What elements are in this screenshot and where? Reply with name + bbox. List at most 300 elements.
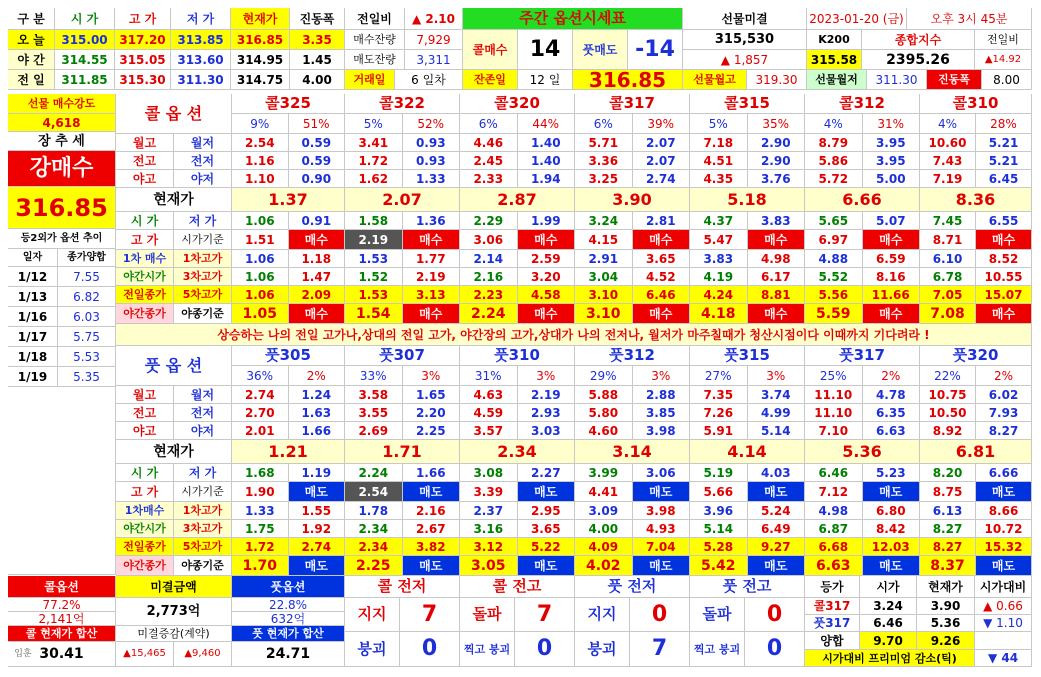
lo-value: 4.99 [748,404,806,422]
strike-label: 풋305 [232,346,345,366]
night-close-value: 6.63 [805,556,863,576]
tier-label: 야간시가 [116,520,174,538]
tier-b: 6.49 [748,520,806,538]
lo-value: 4.78 [863,386,921,404]
kospi-value: 2395.26 [862,50,975,70]
high-label: 고 가 [116,230,174,250]
quote-cur: 314.75 [231,70,290,90]
signal-badge: 매도 [863,482,921,502]
sync-value-2: 9.26 [917,632,975,650]
lo-value: 3.95 [863,134,921,152]
tier-a: 1.06 [232,250,289,268]
trading-day: 6 일차 [395,70,463,90]
pct-a: 29% [575,366,633,386]
history-date: 1/12 [8,267,58,287]
history-value: 6.03 [58,307,116,327]
gauge-a-value: 7 [400,598,460,632]
hi-value: 7.35 [690,386,748,404]
remain-days: 12 일 [518,70,573,90]
tier-a: 1.75 [232,520,289,538]
signal-badge: 매수 [289,230,346,250]
high-value: 5.47 [690,230,748,250]
history-title: 등2외가 옵션 추이 [8,229,116,249]
notice-banner: 상승하는 나의 전일 고가나,상대의 전일 고가, 야간장의 고가,상대가 나의 전저나, 월저가 마주칠때가 청산시점이다 이때까지 기다려라 ! [116,324,1032,346]
call-share-pct: 77.2% [8,598,116,612]
k200-value: 315.58 [807,50,862,70]
pct-a: 27% [690,366,748,386]
row-label-lo: 월저 [174,134,232,152]
tier-a: 8.27 [920,520,976,538]
header-cell: 구 분 [8,8,55,30]
high-value: 1.51 [232,230,289,250]
open-value: 1.68 [232,464,289,482]
quote-cur: 316.85 [231,30,290,50]
low-label: 저 가 [174,212,232,230]
hi-value: 2.69 [345,422,403,440]
hi-value: 8.92 [920,422,976,440]
gauge-b-value: 0 [400,632,460,667]
quote-range: 3.35 [290,30,345,50]
quote-open: 311.85 [55,70,115,90]
hi-value: 5.80 [575,404,633,422]
signal-badge: 매수 [863,230,921,250]
history-date: 1/16 [8,307,58,327]
header-cell: 전일비 [345,8,405,30]
open-value: 2.29 [460,212,518,230]
oi-change-1: ▲15,465 [116,642,174,667]
lo-value: 2.07 [633,134,691,152]
tier-b: 1.47 [289,268,346,286]
lo-value: 2.90 [748,152,806,170]
pct-a: 4% [805,114,863,134]
row-label-hi: 전고 [116,404,174,422]
lo-value: 2.90 [748,134,806,152]
signal-badge: 매도 [633,556,691,576]
gauge-b-label: 붕괴 [345,632,400,667]
tier-a: 4.09 [575,538,633,556]
put-sell-label: 풋매도 [573,30,628,70]
quote-label: 야 간 [8,50,55,70]
unsettled-label: 미결금액 [116,576,232,598]
quote-cur: 314.95 [231,50,290,70]
fut-month-low: 311.30 [867,70,927,90]
hi-value: 7.10 [805,422,863,440]
k200-label: K200 [807,30,862,50]
night-close-value: 1.70 [232,556,289,576]
call-sum-label: 콜 현재가 합산 [8,626,116,642]
lo-value: 1.65 [403,386,461,404]
hi-value: 4.46 [460,134,518,152]
prev-value: ▲14.92 [975,50,1032,70]
premium-label: 시가대비 프리미엄 감소(틱) [805,650,975,667]
tier-b: 5.22 [518,538,576,556]
tier-b: 2.16 [403,502,461,520]
tier-b: 3.65 [518,520,576,538]
atm-value: ▲ 0.66 [975,598,1032,615]
tier-b: 10.72 [976,520,1032,538]
tier-a: 3.16 [460,520,518,538]
open-label: 시 가 [116,464,174,482]
low-value: 6.55 [976,212,1032,230]
strike-label: 콜310 [920,94,1032,114]
tier-a: 2.34 [345,520,403,538]
night-close-label: 야간종가 [116,304,174,324]
signal-badge: 매수 [748,304,806,324]
strike-label: 콜325 [232,94,345,114]
quote-high: 317.20 [115,30,171,50]
night-close-value: 1.54 [345,304,403,324]
high-value: 4.15 [575,230,633,250]
tier-a: 3.96 [690,502,748,520]
remain-label: 잔존일 [463,70,518,90]
low-value: 5.23 [863,464,921,482]
history-value: 5.35 [58,367,116,387]
low-value: 3.83 [748,212,806,230]
tier-b: 3.20 [518,268,576,286]
gauge-b-label: 찍고 붕괴 [690,632,745,667]
open-value: 8.20 [920,464,976,482]
tier-b: 2.67 [403,520,461,538]
tier-b: 2.59 [518,250,576,268]
gauge-b-value: 0 [515,632,575,667]
tier-b: 3.13 [403,286,461,304]
atm-value: ▼ 1.10 [975,615,1032,632]
hi-value: 5.91 [690,422,748,440]
pct-b: 3% [748,366,806,386]
hi-value: 3.57 [460,422,518,440]
tier-label: 1차고가 [174,250,232,268]
put-sell: -14 [628,30,683,70]
signal-badge: 매수 [403,304,461,324]
history-value: 5.75 [58,327,116,347]
signal-badge: 매수 [748,230,806,250]
pct-b: 31% [863,114,921,134]
tier-a: 3.10 [575,286,633,304]
atm-value: 3.90 [917,598,975,615]
current-price: 6.81 [920,440,1032,464]
row-label-hi: 야고 [116,422,174,440]
pct-b: 2% [289,366,346,386]
put-sum-value: 24.71 [232,642,345,667]
tier-b: 8.81 [748,286,806,304]
tier-a: 7.05 [920,286,976,304]
atm-value: 5.36 [917,615,975,632]
tier-a: 2.91 [575,250,633,268]
night-basis-label: 야종기준 [174,304,232,324]
put-share-amt: 632억 [232,612,345,626]
night-close-value: 2.25 [345,556,403,576]
gauge-a-value: 0 [745,598,805,632]
strike-label: 콜317 [575,94,690,114]
tier-b: 2.95 [518,502,576,520]
pct-a: 22% [920,366,976,386]
tier-b: 6.17 [748,268,806,286]
row-label-lo: 월저 [174,386,232,404]
tier-b: 4.52 [633,268,691,286]
sync-empty [975,632,1032,650]
open-value: 6.46 [805,464,863,482]
swing-label: 진동폭 [927,70,982,90]
night-basis-label: 야종기준 [174,556,232,576]
high-basis-label: 시가기준 [174,482,232,502]
hi-value: 11.10 [805,386,863,404]
tier-b: 1.77 [403,250,461,268]
hi-value: 7.43 [920,152,976,170]
signal-badge: 매도 [518,482,576,502]
signal-badge: 매도 [518,556,576,576]
pct-b: 39% [633,114,691,134]
high-basis-label: 시가기준 [174,230,232,250]
pct-b: 3% [518,366,576,386]
gauge-title: 콜 전저 [345,576,460,598]
tier-a: 5.52 [805,268,863,286]
low-value: 2.27 [518,464,576,482]
high-value: 2.19 [345,230,403,250]
tier-a: 4.88 [805,250,863,268]
signal-badge: 매도 [289,556,346,576]
quote-label: 오 늘 [8,30,55,50]
lo-value: 5.00 [863,170,921,188]
pct-a: 6% [460,114,518,134]
history-value: 6.82 [58,287,116,307]
hi-value: 1.62 [345,170,403,188]
current-label: 현재가 [116,440,232,464]
swing-value: 8.00 [982,70,1032,90]
hi-value: 3.58 [345,386,403,404]
night-close-value: 7.08 [920,304,976,324]
sync-label: 양합 [805,632,860,650]
strike-label: 콜312 [805,94,920,114]
hi-value: 5.86 [805,152,863,170]
hi-value: 2.74 [232,386,289,404]
high-value: 8.71 [920,230,976,250]
night-close-value: 3.10 [575,304,633,324]
tier-b: 3.65 [633,250,691,268]
buy-remain-label: 매수잔량 [345,30,405,50]
strike-label: 콜322 [345,94,460,114]
history-date: 1/18 [8,347,58,367]
tier-label: 1차매수 [116,502,174,520]
high-value: 3.39 [460,482,518,502]
pct-b: 2% [976,366,1032,386]
signal-badge: 매수 [863,304,921,324]
signal-badge: 매도 [863,556,921,576]
pct-a: 33% [345,366,403,386]
hi-value: 1.72 [345,152,403,170]
lo-value: 5.21 [976,134,1032,152]
header-cell: 현재가 [231,8,290,30]
tier-b: 1.18 [289,250,346,268]
atm-value: 풋317 [805,615,860,632]
history-date: 1/13 [8,287,58,307]
hi-value: 2.70 [232,404,289,422]
tier-a: 6.68 [805,538,863,556]
put-title: 풋 옵 션 [116,346,232,386]
signal-badge: 매수 [289,304,346,324]
tier-a: 1.52 [345,268,403,286]
current-label: 현재가 [116,188,232,212]
put-share-pct: 22.8% [232,598,345,612]
call-share-amt: 2,141억 [8,612,116,626]
date-text: 2023-01-20 (금) [807,8,907,30]
history-date: 1/19 [8,367,58,387]
unsettled-value: 2,773억 [116,598,232,626]
tier-label: 3차고가 [174,268,232,286]
tier-a: 3.12 [460,538,518,556]
gauge-title: 풋 전고 [690,576,805,598]
tier-a: 1.06 [232,286,289,304]
history-value: 5.53 [58,347,116,367]
gauge-title: 풋 전저 [575,576,690,598]
hi-value: 5.88 [575,386,633,404]
night-close-label: 야간종가 [116,556,174,576]
high-label: 고 가 [116,482,174,502]
lo-value: 3.03 [518,422,576,440]
quote-label: 전 일 [8,70,55,90]
tier-b: 2.19 [403,268,461,286]
left-price: 316.85 [8,187,116,229]
signal-badge: 매도 [403,556,461,576]
lo-value: 3.98 [633,422,691,440]
gauge-a-value: 0 [630,598,690,632]
buy-remain: 7,929 [405,30,463,50]
tier-b: 8.66 [976,502,1032,520]
hi-value: 4.63 [460,386,518,404]
hi-value: 3.41 [345,134,403,152]
night-close-value: 4.18 [690,304,748,324]
quote-high: 315.30 [115,70,171,90]
quote-range: 1.45 [290,50,345,70]
row-label-hi: 전고 [116,152,174,170]
lo-value: 2.19 [518,386,576,404]
low-value: 3.06 [633,464,691,482]
tier-a: 2.34 [345,538,403,556]
strike-label: 풋317 [805,346,920,366]
current-price: 2.87 [460,188,575,212]
quote-low: 313.60 [171,50,231,70]
quote-low: 311.30 [171,70,231,90]
header-cell: ▲ 2.10 [405,8,463,30]
tier-label: 1차 매수 [116,250,174,268]
strength-value: 4,618 [8,114,116,132]
night-close-value: 8.37 [920,556,976,576]
night-close-value: 3.05 [460,556,518,576]
high-value: 2.54 [345,482,403,502]
tier-b: 8.52 [976,250,1032,268]
lo-value: 3.76 [748,170,806,188]
call-title: 콜 옵 션 [116,94,232,134]
strike-label: 콜315 [690,94,805,114]
atm-value: 3.24 [860,598,917,615]
row-label-lo: 전저 [174,152,232,170]
night-close-value: 2.24 [460,304,518,324]
tier-a: 6.78 [920,268,976,286]
tier-b: 1.55 [289,502,346,520]
history-empty [8,387,116,575]
lo-value: 6.02 [976,386,1032,404]
open-value: 1.06 [232,212,289,230]
pct-a: 4% [920,114,976,134]
tier-label: 전일종가 [116,286,174,304]
hi-value: 3.36 [575,152,633,170]
call-buy: 14 [518,30,573,70]
current-price: 1.37 [232,188,345,212]
strike-label: 풋315 [690,346,805,366]
gauge-a-value: 7 [515,598,575,632]
tier-label: 3차고가 [174,520,232,538]
tier-a: 5.14 [690,520,748,538]
open-value: 5.19 [690,464,748,482]
tier-a: 4.24 [690,286,748,304]
hi-value: 2.45 [460,152,518,170]
lo-value: 5.21 [976,152,1032,170]
premium-value: ▼ 44 [975,650,1032,667]
sync-value-1: 9.70 [860,632,917,650]
header-cell: 저 가 [171,8,231,30]
hi-value: 7.19 [920,170,976,188]
tier-b: 6.59 [863,250,921,268]
hi-value: 11.10 [805,404,863,422]
hi-value: 3.25 [575,170,633,188]
atm-value: 6.46 [860,615,917,632]
high-value: 8.75 [920,482,976,502]
lo-value: 6.35 [863,404,921,422]
lo-value: 2.93 [518,404,576,422]
lo-value: 2.25 [403,422,461,440]
tier-a: 1.78 [345,502,403,520]
quote-low: 313.85 [171,30,231,50]
hi-value: 4.51 [690,152,748,170]
lo-value: 3.85 [633,404,691,422]
open-value: 4.37 [690,212,748,230]
hi-value: 2.54 [232,134,289,152]
low-value: 2.81 [633,212,691,230]
low-label: 저 가 [174,464,232,482]
row-label-lo: 전저 [174,404,232,422]
low-value: 6.66 [976,464,1032,482]
put-share-label: 풋옵션 [232,576,345,598]
lo-value: 1.40 [518,152,576,170]
pct-b: 2% [863,366,921,386]
atm-header: 시가대비 [975,576,1032,598]
tier-a: 1.06 [232,268,289,286]
trend-value: 강매수 [8,151,116,187]
trend-label: 장 추 세 [8,132,116,151]
current-price: 6.66 [805,188,920,212]
gauge-b-label: 붕괴 [575,632,630,667]
tier-a: 3.09 [575,502,633,520]
current-price: 5.18 [690,188,805,212]
tier-b: 2.09 [289,286,346,304]
tier-b: 15.32 [976,538,1032,556]
pct-b: 35% [748,114,806,134]
tier-label: 5차고가 [174,286,232,304]
signal-badge: 매도 [748,482,806,502]
tier-b: 3.82 [403,538,461,556]
hi-value: 2.01 [232,422,289,440]
atm-value: 콜317 [805,598,860,615]
strike-label: 풋312 [575,346,690,366]
lo-value: 2.20 [403,404,461,422]
lo-value: 1.63 [289,404,346,422]
lo-value: 5.14 [748,422,806,440]
signal-badge: 매도 [748,556,806,576]
lo-value: 0.93 [403,152,461,170]
pct-b: 28% [976,114,1032,134]
pct-a: 36% [232,366,289,386]
high-value: 6.97 [805,230,863,250]
lo-value: 6.45 [976,170,1032,188]
